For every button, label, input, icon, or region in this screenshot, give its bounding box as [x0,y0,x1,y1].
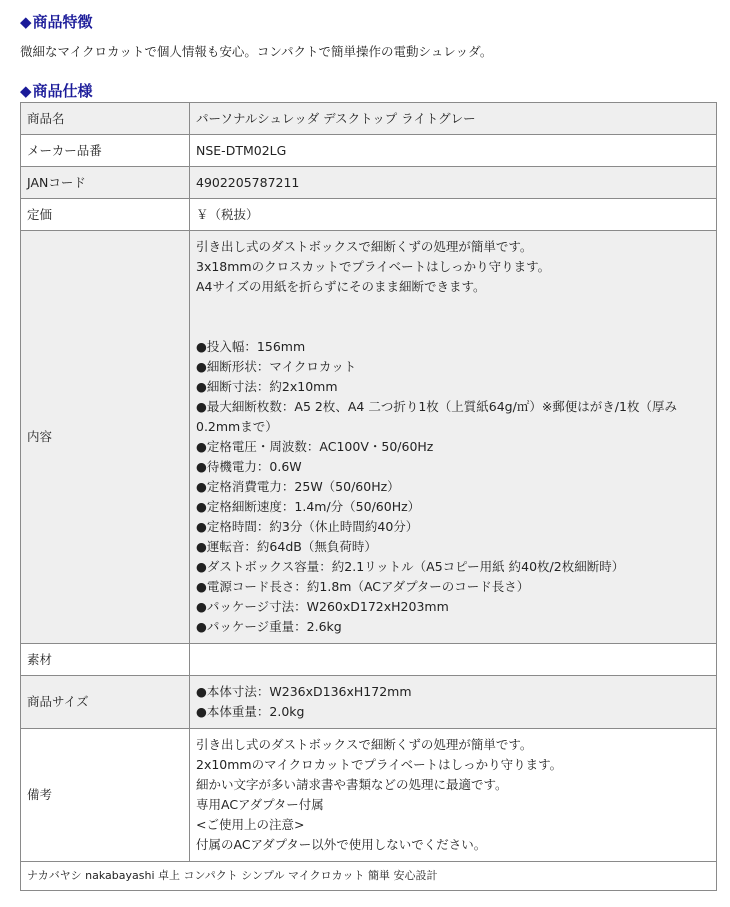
spec-row-material [21,644,717,676]
contents-bullet: ●定格消費電力：25W（50/60Hz） [196,479,400,494]
specs-title: 商品仕様 [32,82,93,100]
contents-bullet: ●待機電力：0.6W [196,459,302,474]
contents-bullet: ●最大細断枚数：A5 2枚、A4 二つ折り1枚（上質紙64g/㎡）※郵便はがき/1枚（厚み0.2mmまで） [196,399,677,434]
contents-bullet: ●定格時間：約3分（休止時間約40分） [196,519,419,534]
spec-label-notes: 備考 [21,729,190,862]
features-title: 商品特徴 [32,13,93,31]
spec-label-model-number: メーカー品番 [21,135,190,167]
notes-line: 付属のACアダプター以外で使用しないでください。 [196,837,487,852]
spec-label-jan-code: JANコード [21,167,190,199]
contents-bullet: ●電源コード長さ：約1.8m（ACアダプターのコード長さ） [196,579,530,594]
contents-bullet: ●定格細断速度：1.4m/分（50/60Hz） [196,499,421,514]
spec-row-price [21,199,717,231]
contents-intro-line: A4サイズの用紙を折らずにそのまま細断できます。 [196,279,486,294]
notes-line: 細かい文字が多い請求書や書類などの処理に最適です。 [196,777,508,792]
spec-value-model-number: NSE-DTM02LG [190,135,717,167]
notes-line: 2x10mmのマイクロカットでプライベートはしっかり守ります。 [196,757,563,772]
diamond-marker-icon: ◆ [20,82,32,100]
contents-bullet: ●細断寸法：約2x10mm [196,379,338,394]
contents-bullet: ●投入幅：156mm [196,339,306,354]
spec-value-product-name: パーソナルシュレッダ デスクトップ ライトグレー [190,103,717,135]
contents-bullet: ●細断形状：マイクロカット [196,359,357,374]
notes-line: <ご使用上の注意> [196,817,305,832]
notes-line: 専用ACアダプター付属 [196,797,324,812]
contents-bullet: ●定格電圧・周波数：AC100V・50/60Hz [196,439,434,454]
product-size-line: ●本体寸法：W236xD136xH172mm [196,684,412,699]
spec-row-model-number [21,135,717,167]
contents-bullet: ●ダストボックス容量：約2.1リットル（A5コピー用紙 約40枚/2枚細断時） [196,559,625,574]
spec-value-product-size [190,676,717,729]
diamond-marker-icon: ◆ [20,13,32,31]
features-heading [20,12,93,32]
spec-value-price: ￥（税抜） [190,199,717,231]
specs-heading [20,81,93,101]
contents-spacer [196,297,716,337]
spec-value-notes [190,729,717,862]
spec-value-jan-code: 4902205787211 [190,167,717,199]
contents-bullet: ●パッケージ重量：2.6kg [196,619,342,634]
contents-bullet: ●運転音：約64dB（無負荷時） [196,539,377,554]
spec-value-material [190,644,717,676]
spec-row-contents [21,231,717,644]
contents-bullet: ●パッケージ寸法：W260xD172xH203mm [196,599,449,614]
spec-label-product-name: 商品名 [21,103,190,135]
spec-row-jan-code [21,167,717,199]
notes-line: 引き出し式のダストボックスで細断くずの処理が簡単です。 [196,737,533,752]
spec-row-footer [21,862,717,891]
spec-row-product-name [21,103,717,135]
spec-table [20,102,717,891]
spec-row-notes [21,729,717,862]
spec-label-price: 定価 [21,199,190,231]
spec-label-contents: 内容 [21,231,190,644]
spec-label-product-size: 商品サイズ [21,676,190,729]
product-size-line: ●本体重量：2.0kg [196,704,305,719]
spec-label-material: 素材 [21,644,190,676]
contents-intro-line: 3x18mmのクロスカットでプライベートはしっかり守ります。 [196,259,551,274]
spec-value-contents [190,231,717,644]
contents-intro-line: 引き出し式のダストボックスで細断くずの処理が簡単です。 [196,239,533,254]
keywords-footer: ナカバヤシ nakabayashi 卓上 コンパクト シンプル マイクロカット 簡単 安心設計 [21,862,717,891]
features-description: 微細なマイクロカットで個人情報も安心。コンパクトで簡単操作の電動シュレッダ。 [20,44,493,59]
spec-row-product-size [21,676,717,729]
